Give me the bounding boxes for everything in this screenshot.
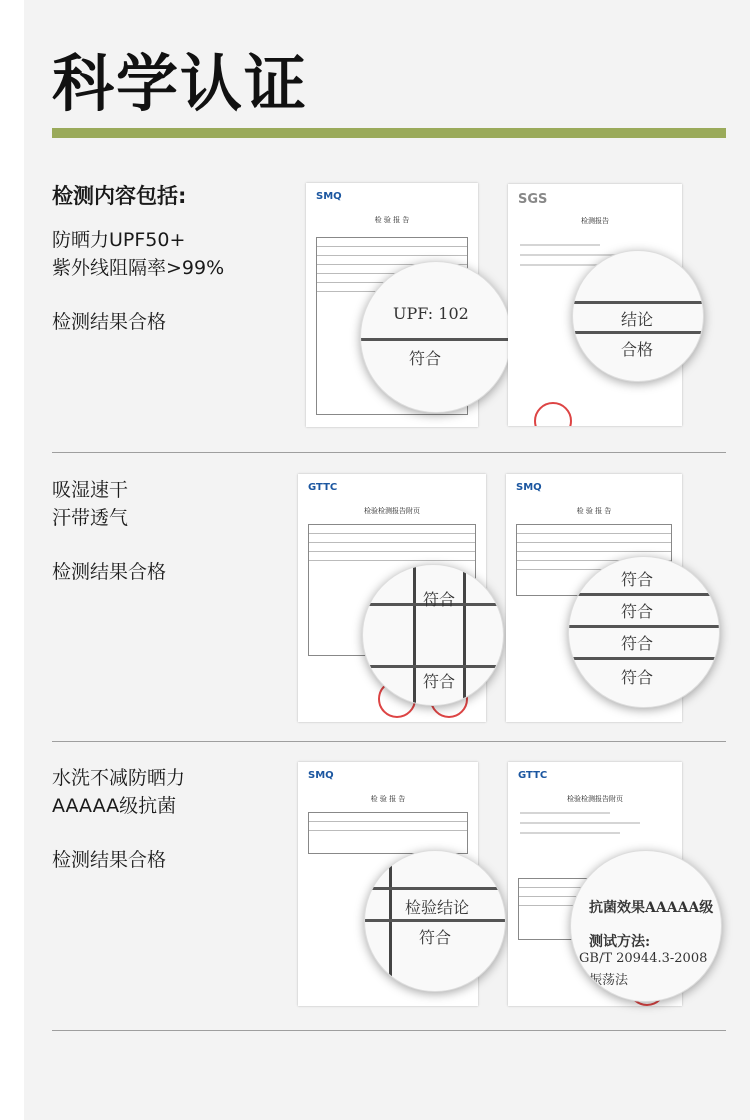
sgs-logo: SGS	[518, 192, 548, 207]
section-2-result: 检测结果合格	[52, 561, 167, 583]
magnified-qualified: 合格	[621, 340, 654, 359]
magnified-conformity: 符合	[621, 634, 654, 653]
section-1-result: 检测结果合格	[52, 311, 167, 333]
page-title: 科学认证	[52, 47, 309, 120]
magnifier-antibacterial	[570, 850, 722, 1002]
section-1-line-2: 紫外线阻隔率>99%	[52, 257, 225, 279]
section-3-line-1: 水洗不减防晒力	[52, 767, 186, 789]
magnifier-smq-2	[568, 556, 720, 708]
magnified-antibacterial-grade: 抗菌效果AAAAA级	[589, 900, 714, 916]
magnified-conformity: 符合	[419, 928, 452, 947]
magnified-test-method-label: 测试方法:	[589, 934, 651, 950]
page	[24, 0, 750, 1120]
divider	[52, 452, 726, 453]
magnified-conclusion: 结论	[621, 310, 654, 329]
magnifier-smq-3	[364, 850, 506, 992]
report-title: 检 验 报 告	[370, 795, 406, 803]
magnifier-gttc	[362, 564, 504, 706]
accent-bar	[52, 128, 726, 138]
smq-logo: SMQ	[308, 770, 334, 781]
report-title: 检 验 报 告	[576, 507, 612, 515]
report-title: 检测报告	[581, 217, 609, 225]
magnified-conformity: 符合	[621, 570, 654, 589]
magnifier-sgs	[572, 250, 704, 382]
gttc-logo: GTTC	[308, 482, 338, 493]
smq-logo: SMQ	[516, 482, 542, 493]
magnified-upf-value: UPF: 102	[393, 304, 469, 323]
magnifier-upf	[360, 261, 512, 413]
magnified-conformity: 符合	[621, 602, 654, 621]
magnified-conclusion: 检验结论	[405, 898, 470, 917]
divider	[52, 1030, 726, 1031]
report-title: 检 验 报 告	[374, 216, 410, 224]
section-2-line-1: 吸湿速干	[52, 479, 129, 501]
magnified-conformity: 符合	[621, 668, 654, 687]
smq-logo: SMQ	[316, 191, 342, 202]
report-title: 检验检测报告附页	[567, 795, 623, 803]
magnified-test-method: 振荡法	[589, 973, 629, 988]
section-1-heading: 检测内容包括:	[52, 184, 187, 208]
magnified-conformity: 符合	[409, 349, 442, 368]
section-1-line-1: 防晒力UPF50+	[52, 229, 186, 251]
magnified-conformity: 符合	[423, 590, 456, 609]
section-2-line-2: 汗带透气	[52, 507, 129, 529]
divider	[52, 741, 726, 742]
gttc-logo: GTTC	[518, 770, 548, 781]
section-3-line-2: AAAAA级抗菌	[52, 795, 177, 817]
report-title: 检验检测报告附页	[364, 507, 420, 515]
section-3-result: 检测结果合格	[52, 849, 167, 871]
report-table	[308, 812, 468, 854]
magnified-test-standard: GB/T 20944.3-2008	[579, 951, 708, 966]
magnified-conformity: 符合	[423, 672, 456, 691]
red-stamp	[534, 402, 572, 426]
